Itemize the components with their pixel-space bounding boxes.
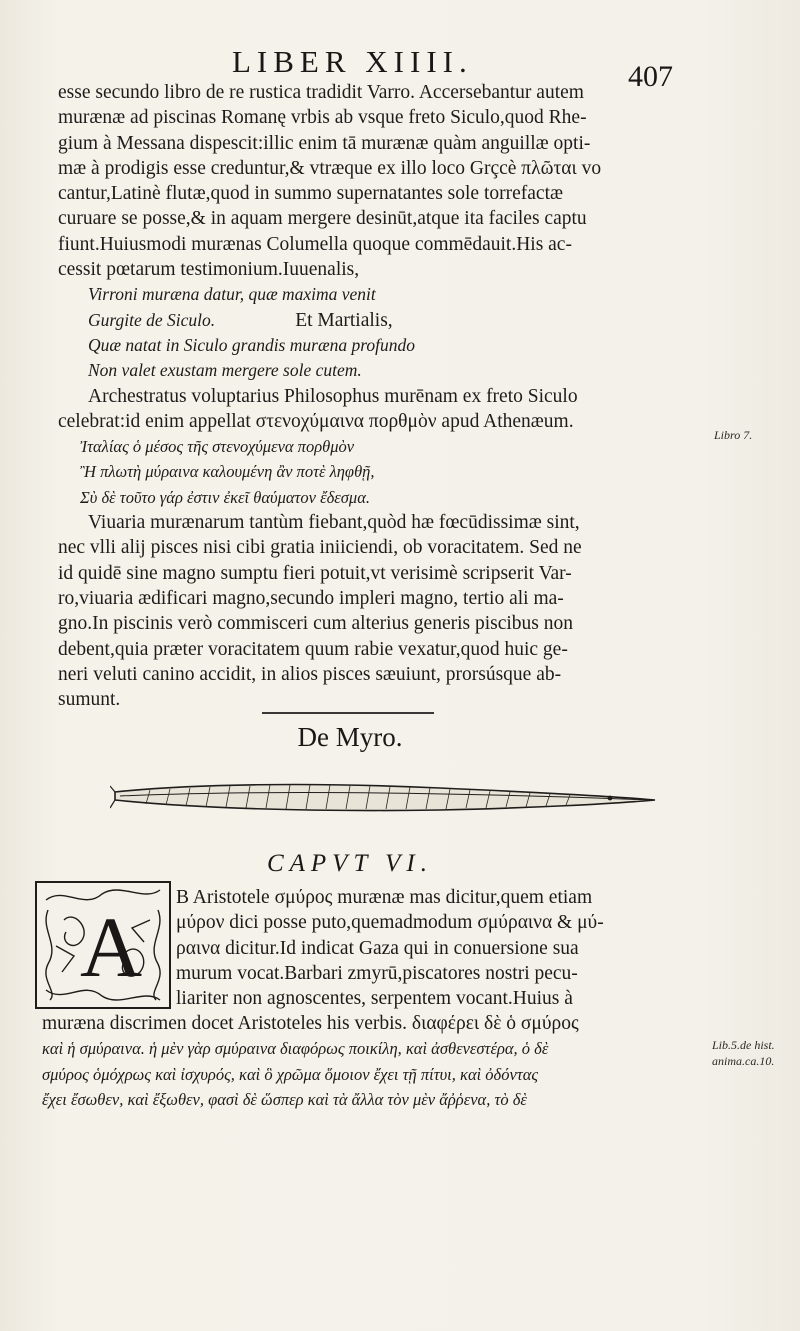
text-line: B Aristotele σμύρος murænæ mas dicitur,quem etiam: [176, 887, 593, 908]
text-line: Viuaria murænarum tantùm fiebant,quòd hæ fœcūdissimæ sint,: [88, 512, 580, 534]
text-line: ραινα dicitur.Id indicat Gaza qui in conuersione sua: [176, 937, 579, 959]
margin-note: Libro 7.: [714, 428, 753, 442]
page-number: 407: [628, 60, 673, 93]
verse-line: Gurgite de Siculo.: [88, 309, 216, 330]
text-line: debent,quia præter voracitatem quum rabie vexatur,quod huic ge-: [58, 638, 568, 660]
main-text-block: [58, 80, 658, 712]
text-line: liariter non agnoscentes, serpentem vocant.Huius à: [176, 988, 573, 1010]
margin-note: Lib.5.de hist.: [712, 1038, 775, 1052]
greek-text-line: καὶ ἡ σμύραινα. ἡ μὲν γὰρ σμύραινα διαφόρως ποικίλη, καὶ ἀσθενεστέρα, ὁ δὲ: [42, 1039, 549, 1059]
verse-line-with-attribution: [58, 308, 658, 333]
text-line: Archestratus voluptarius Philosophus murēnam ex freto Siculo: [88, 385, 578, 407]
text-line: celebrat:id enim appellat στενοχύμαινα πορθμὸν apud Athenæum.: [58, 410, 574, 432]
text-line: murænæ ad piscinas Romanę vrbis ab vsque freto Siculo,quod Rhe-: [58, 107, 587, 129]
chapter-text-continued: [42, 1011, 662, 1112]
text-line: sumunt.: [58, 689, 121, 711]
chapter-title: CAPVT VI.: [266, 850, 434, 877]
chapter-text-block: [176, 885, 676, 1011]
text-line: id quidē sine magno sumptu fieri potuit,vt verisimè scripserit Var-: [58, 562, 572, 584]
text-line: esse secundo libro de re rustica tradidit Varro. Accersebantur autem: [58, 82, 584, 103]
text-line: nec vlli alij pisces nisi cibi gratia iniiciendi, ob voracitatem. Sed ne: [58, 537, 582, 559]
text-line: gno.In piscinis verò commisceri cum alterius generis piscibus non: [58, 613, 574, 635]
greek-text-line: σμύρος ὁμόχρως καὶ ἰσχυρός, καὶ ὃ χρῶμα ὅμοιον ἔχει τῇ πίτυι, καὶ ὀδόντας: [42, 1064, 539, 1084]
greek-verse-line: Ἰταλίας ὁ μέσος τῆς στενοχύμενα πορθμὸν: [80, 437, 355, 457]
text-line: μύρον dici posse puto,quemadmodum σμύραινα & μύ-: [176, 912, 604, 934]
verse-line: Non valet exustam mergere sole cutem.: [88, 360, 362, 381]
text-line: cantur,Latinè flutæ,quod in summo supernatantes sole torrefactæ: [58, 183, 564, 205]
text-line: mæ à prodigis esse creduntur,& vtræque ex illo loco Grçcè πλῶται vo: [58, 157, 602, 179]
greek-verse-line: Ἢ πλωτὴ μύραινα καλουμένη ἂν ποτὲ ληφθῇ,: [80, 462, 375, 482]
verse-line: Quæ natat in Siculo grandis muræna profundo: [88, 334, 416, 355]
text-line: gium à Messana dispescit:illic enim tā murænæ quàm anguillæ opti-: [58, 132, 591, 154]
text-line: neri veluti canino accidit, in alios pisces sæuiunt, prorsúsque ab-: [58, 663, 562, 685]
text-line: muræna discrimen docet Aristoteles his verbis. διαφέρει δὲ ὁ σμύρος: [42, 1013, 579, 1034]
svg-text:A: A: [80, 899, 143, 995]
section-title: De Myro.: [297, 722, 403, 752]
text-line: curuare se posse,& in aquam mergere desinūt,atque ita faciles captu: [58, 208, 587, 230]
section-divider: [262, 712, 434, 714]
attribution: Et Martialis,: [295, 309, 393, 331]
text-line: fiunt.Huiusmodi murænas Columella quoque commēdauit.His ac-: [58, 233, 572, 255]
eel-illustration: [110, 778, 660, 816]
text-line: cessit pœtarum testimonium.Iuuenalis,: [58, 259, 360, 281]
text-line: ro,viuaria ædificari magno,secundo impleri magno, tertio ali ma-: [58, 587, 564, 609]
running-header: LIBER XIIII.: [232, 44, 473, 79]
verse-line: Virroni muræna datur, quæ maxima venit: [88, 284, 376, 305]
text-line: murum vocat.Barbari zmyrū,piscatores nostri pecu-: [176, 962, 578, 984]
decorated-initial-icon: [34, 880, 172, 1010]
greek-verse-line: Σὺ δὲ τοῦτο γάρ ἐστιν ἐκεῖ θαύματον ἔδεσμα.: [80, 487, 370, 507]
margin-note: anima.ca.10.: [712, 1054, 775, 1068]
greek-text-line: ἔχει ἔσωθεν, καὶ ἔξωθεν, φασὶ δὲ ὥσπερ καὶ τὰ ἄλλα τὸν μὲν ἄῤῥενα, τὸ δὲ: [42, 1089, 527, 1109]
